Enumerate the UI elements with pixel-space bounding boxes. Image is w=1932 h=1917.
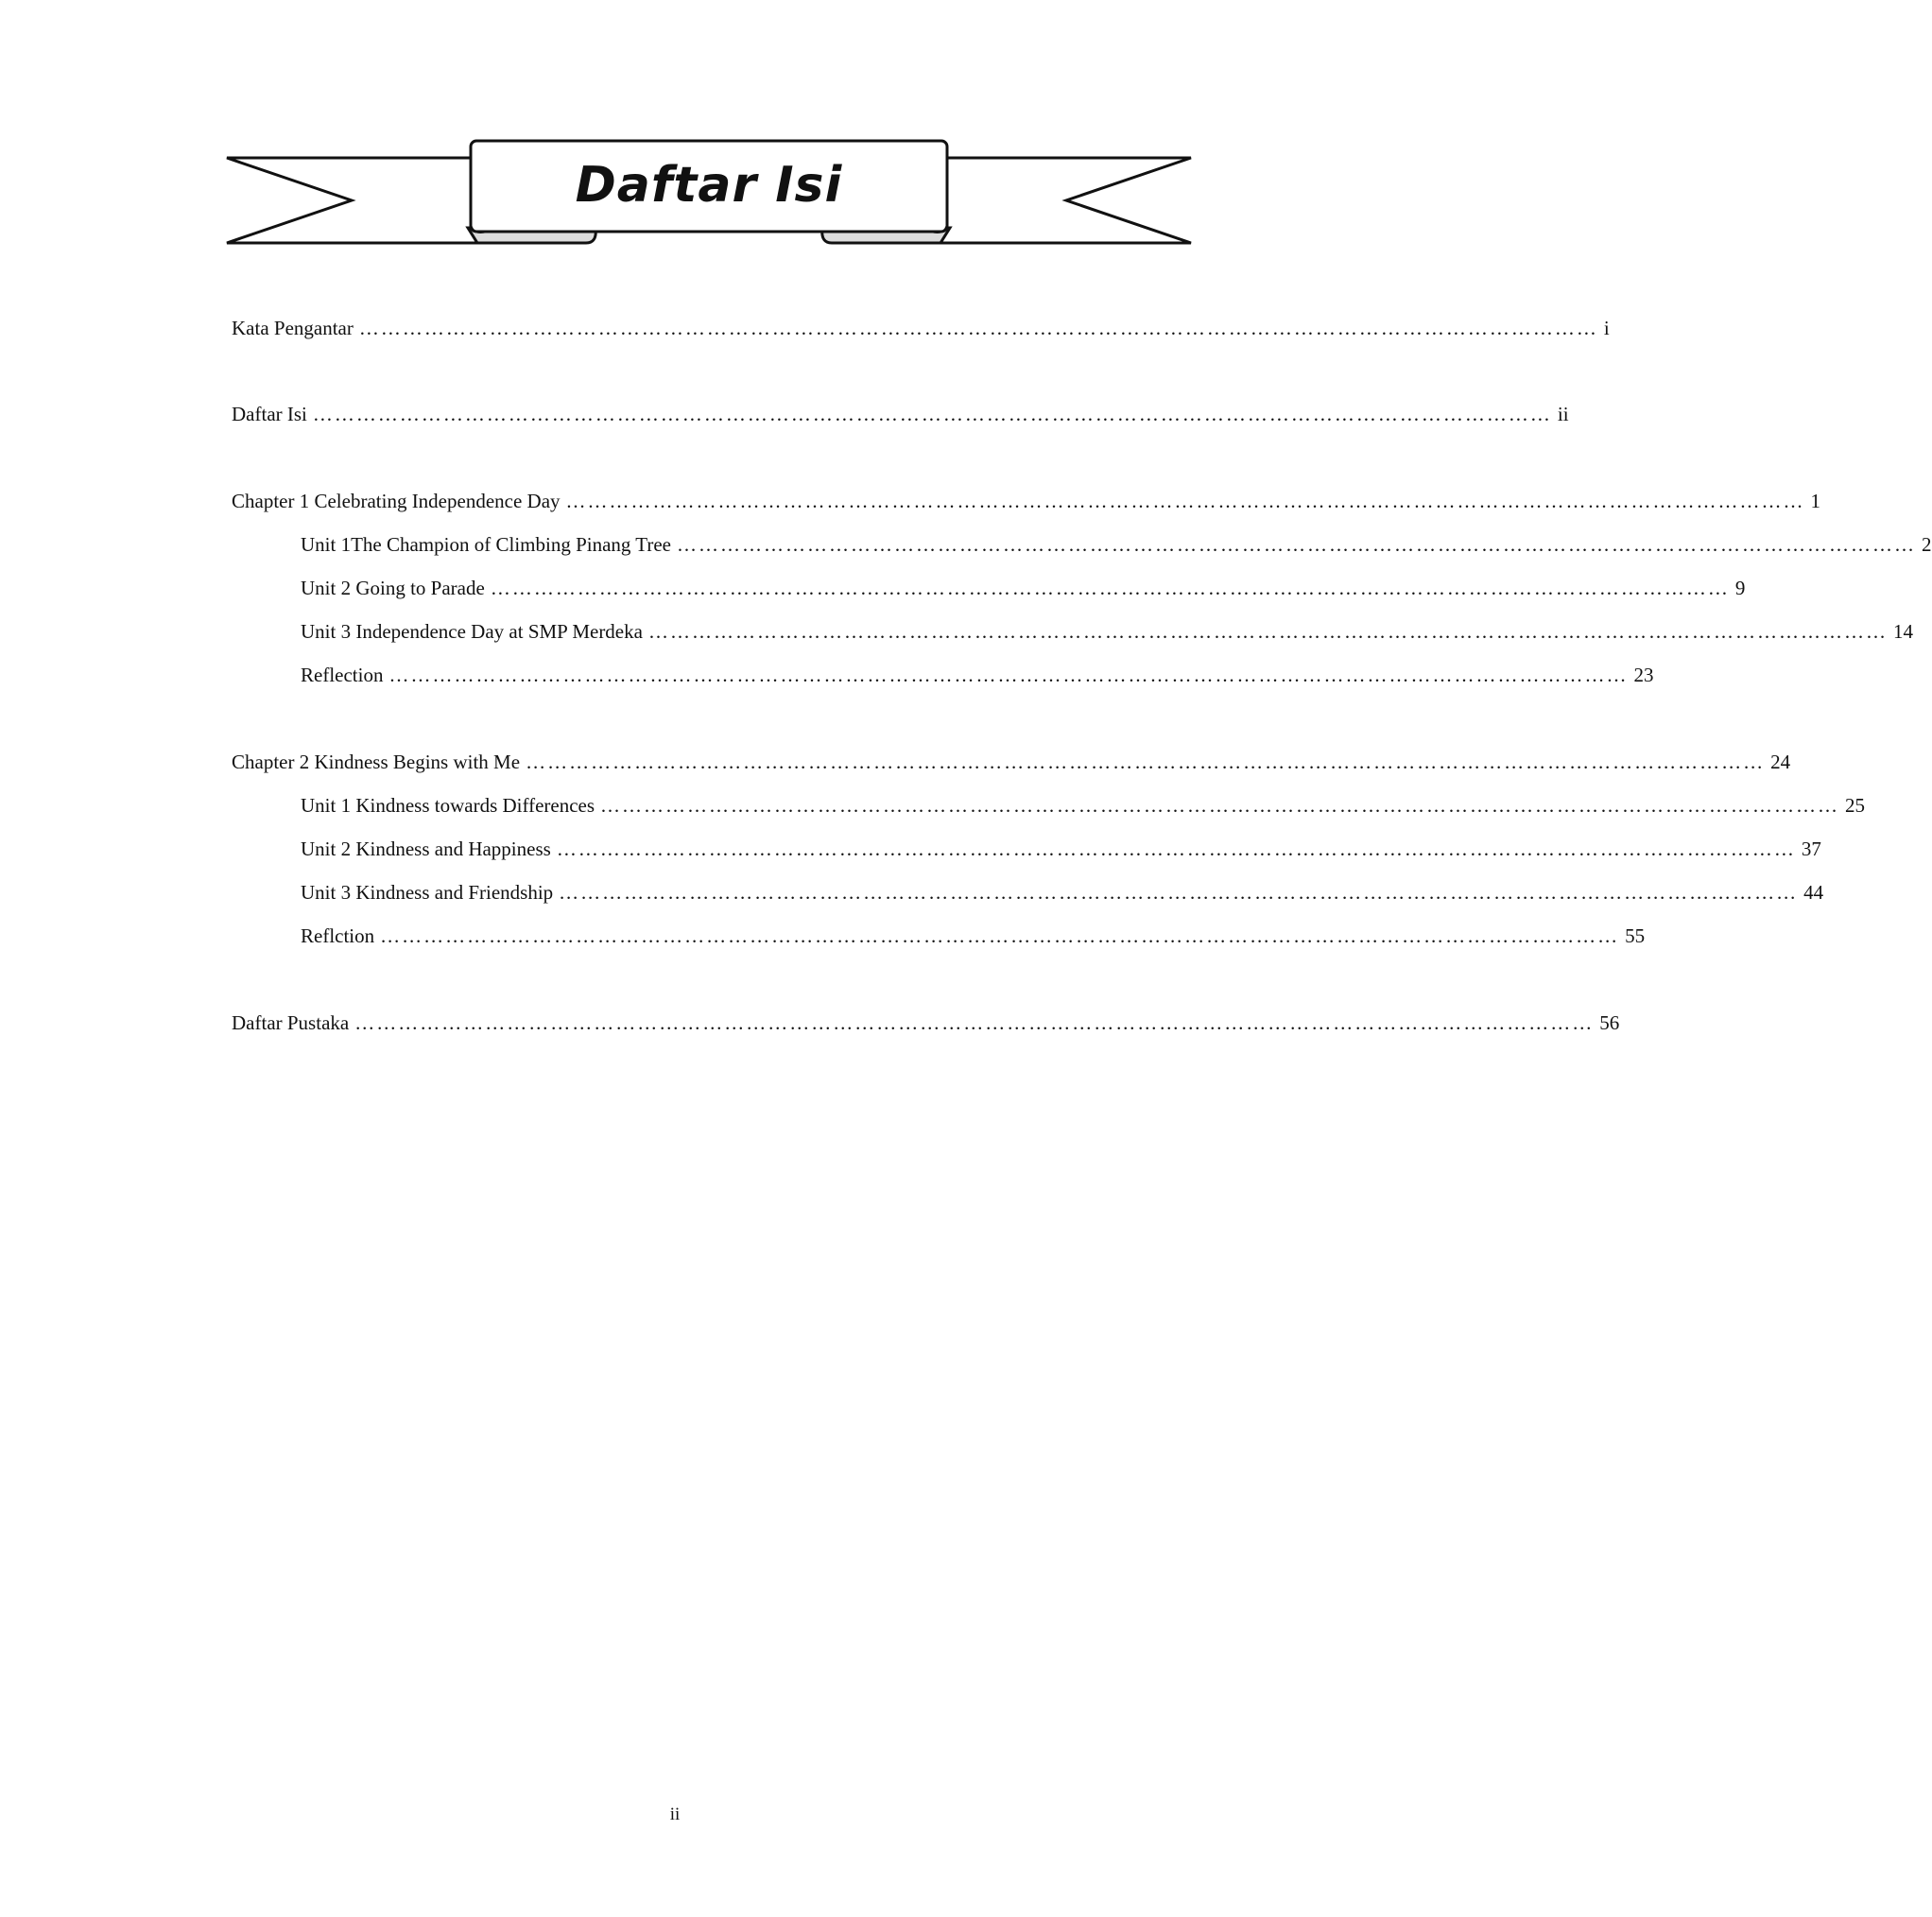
- toc-entry-chapter-1-unit-2[interactable]: [301, 575, 1746, 601]
- toc-leader-dots: ………………………………………………………………………………………………………………………………………………………: [647, 620, 1888, 643]
- toc-entry-label: Daftar Isi: [232, 403, 307, 425]
- toc-leader-dots: ………………………………………………………………………………………………………………………………………………………: [388, 664, 1629, 686]
- toc-leader-dots: ………………………………………………………………………………………………………………………………………………………: [380, 924, 1620, 947]
- toc-leader-dots: ………………………………………………………………………………………………………………………………………………………: [312, 403, 1552, 425]
- toc-entry-chapter-1-unit-3[interactable]: [301, 618, 1913, 645]
- toc-entry-chapter-2-unit-2[interactable]: [301, 836, 1821, 862]
- toc-leader-dots: ………………………………………………………………………………………………………………………………………………………: [358, 317, 1598, 339]
- toc-entry-chapter-1-unit-1[interactable]: [301, 531, 1932, 558]
- toc-entry-chapter-2[interactable]: [232, 749, 1791, 775]
- toc-entry-label: Reflction: [301, 924, 375, 947]
- toc-entry-page: 25: [1845, 794, 1866, 817]
- toc-leader-dots: ………………………………………………………………………………………………………………………………………………………: [677, 533, 1916, 556]
- toc-entry-page: 56: [1599, 1011, 1620, 1034]
- toc-entry-page: 14: [1892, 620, 1913, 643]
- toc-entry-page: 44: [1803, 881, 1824, 904]
- toc-leader-dots: ………………………………………………………………………………………………………………………………………………………: [600, 794, 1840, 817]
- toc-entry-label: Unit 1 Kindness towards Differences: [301, 794, 595, 817]
- toc-leader-dots: ………………………………………………………………………………………………………………………………………………………: [490, 577, 1730, 599]
- toc-leader-dots: ………………………………………………………………………………………………………………………………………………………: [526, 751, 1766, 773]
- toc-entry-label: Unit 2 Kindness and Happiness: [301, 838, 551, 860]
- toc-entry-label: Unit 3 Independence Day at SMP Merdeka: [301, 620, 643, 643]
- toc-leader-dots: ………………………………………………………………………………………………………………………………………………………: [354, 1011, 1595, 1034]
- toc-entry-chapter-2-reflection[interactable]: [301, 923, 1646, 949]
- toc-entry-chapter-2-unit-1[interactable]: [301, 792, 1866, 819]
- toc-entry-label: Reflection: [301, 664, 384, 686]
- toc-entry-kata-pengantar[interactable]: [232, 315, 1610, 341]
- toc-entry-label: Kata Pengantar: [232, 317, 354, 339]
- toc-entry-page: 9: [1734, 577, 1746, 599]
- toc-entry-chapter-1-reflection[interactable]: [301, 662, 1654, 688]
- toc-leader-dots: ………………………………………………………………………………………………………………………………………………………: [565, 490, 1805, 512]
- toc-entry-page: 24: [1770, 751, 1791, 773]
- page-number-footer: ii: [669, 1805, 681, 1824]
- toc-entry-page: ii: [1557, 403, 1569, 425]
- title-ribbon-banner: [227, 137, 1191, 250]
- toc-entry-page: 23: [1633, 664, 1654, 686]
- toc-entry-page: 1: [1810, 490, 1821, 512]
- toc-entry-page: 37: [1801, 838, 1821, 860]
- toc-entry-page: 55: [1625, 924, 1646, 947]
- toc-entry-label: Unit 2 Going to Parade: [301, 577, 485, 599]
- toc-entry-label: Unit 3 Kindness and Friendship: [301, 881, 554, 904]
- toc-entry-label: Chapter 2 Kindness Begins with Me: [232, 751, 521, 773]
- toc-entry-chapter-2-unit-3[interactable]: [301, 879, 1824, 906]
- toc-entry-page: i: [1603, 317, 1610, 339]
- toc-entry-chapter-1[interactable]: [232, 488, 1821, 514]
- toc-leader-dots: ………………………………………………………………………………………………………………………………………………………: [559, 881, 1799, 904]
- toc-entry-label: Daftar Pustaka: [232, 1011, 350, 1034]
- toc-entry-page: 2: [1922, 533, 1932, 556]
- toc-entry-daftar-isi[interactable]: [232, 401, 1569, 427]
- toc-entry-label: Chapter 1 Celebrating Independence Day: [232, 490, 561, 512]
- toc-entry-daftar-pustaka[interactable]: [232, 1010, 1620, 1036]
- toc-entry-label: Unit 1The Champion of Climbing Pinang Tree: [301, 533, 671, 556]
- page-title: Daftar Isi: [575, 157, 843, 214]
- toc-leader-dots: ………………………………………………………………………………………………………………………………………………………: [556, 838, 1796, 860]
